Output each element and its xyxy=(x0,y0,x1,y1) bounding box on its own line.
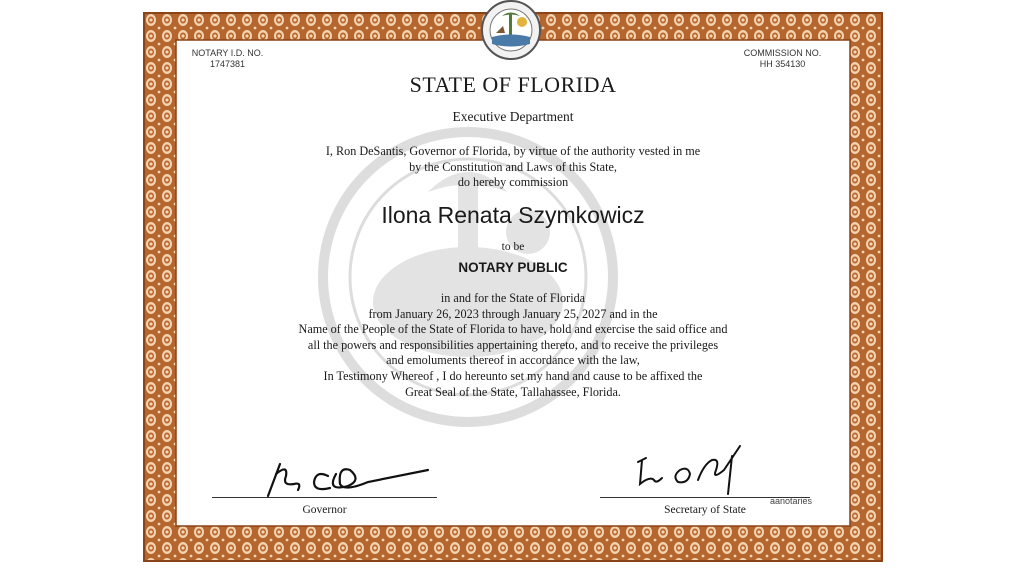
certificate-title: STATE OF FLORIDA xyxy=(409,72,617,97)
preamble-line: by the Constitution and Laws of this State, xyxy=(409,159,617,174)
commission-label: COMMISSION NO. xyxy=(743,48,822,58)
terms-line: Name of the People of the State of Florida to have, hold and exercise the said office and xyxy=(298,322,728,337)
secretary-signature xyxy=(628,440,778,495)
terms-line: in and for the State of Florida xyxy=(440,291,586,305)
terms-line: Great Seal of the State, Tallahassee, Florida. xyxy=(405,384,621,399)
terms-line: all the powers and responsibilities appertaining thereto, and to receive the privileges xyxy=(307,337,719,352)
governor-label: Governor xyxy=(302,504,347,516)
notary-id-value: 1747381 xyxy=(209,59,246,69)
footer-tag: aanotaries xyxy=(770,496,813,506)
commission-block xyxy=(735,48,830,70)
office-title: NOTARY PUBLIC xyxy=(458,260,568,275)
governor-signature-line xyxy=(212,497,437,498)
preamble-line: I, Ron DeSantis, Governor of Florida, by virtue of the authority vested in me xyxy=(325,144,701,158)
terms-line: In Testimony Whereof , I do hereunto set my hand and cause to be affixed the xyxy=(323,368,703,383)
department-heading: Executive Department xyxy=(452,109,574,124)
great-seal-of-florida-icon xyxy=(472,0,550,60)
notary-id-label: NOTARY I.D. NO. xyxy=(191,48,264,58)
preamble xyxy=(176,144,850,191)
governor-signature xyxy=(258,456,438,506)
preamble-line: do hereby commission xyxy=(457,175,569,190)
notary-id-block xyxy=(180,48,275,70)
secretary-label: Secretary of State xyxy=(664,504,746,516)
commissioned-name: Ilona Renata Szymkowicz xyxy=(381,202,645,228)
commission-value: HH 354130 xyxy=(759,59,806,69)
terms-line: and emoluments thereof in accordance with the law, xyxy=(386,353,640,368)
terms-line: from January 26, 2023 through January 25, 2027 and in the xyxy=(368,306,658,321)
to-be-text: to be xyxy=(501,241,525,253)
terms-text xyxy=(176,291,850,400)
